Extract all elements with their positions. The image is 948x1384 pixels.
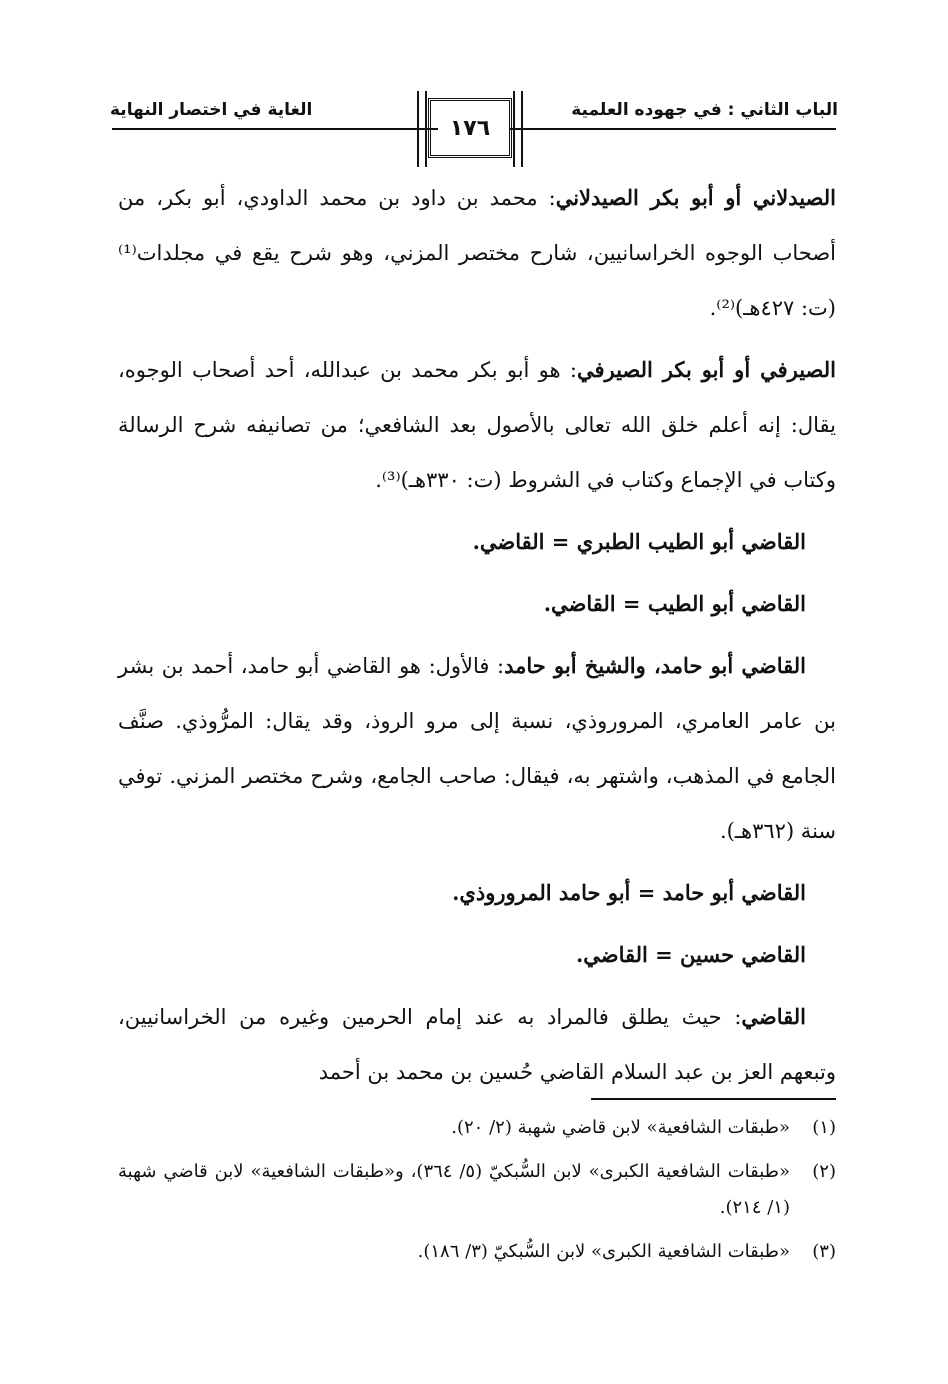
footnote-item xyxy=(118,1110,836,1146)
entry-term: القاضي xyxy=(741,1004,806,1029)
entry-qadi-abu-hamid xyxy=(118,638,836,859)
main-text xyxy=(118,170,836,1106)
book-title: الغاية في اختصار النهاية xyxy=(110,100,313,120)
entry-qadi-husayn xyxy=(118,927,836,983)
footnote-text: «طبقات الشافعية الكبرى» لابن السُّبكيّ (٥/ ٣٦٤)، و«طبقات الشافعية» لابن قاضي شهبة (١/ ٢١٤). xyxy=(118,1161,790,1218)
entry-text: : فالأول: هو القاضي أبو حامد، أحمد بن بشر بن عامر العامري، المروروذي، نسبة إلى مرو الروذ، وقد يقال: المرُّوذي. صنَّف الجامع في المذهب، واشتهر به، فيقال: صاحب الجامع، وشرح مختصر المزني. توفي سنة (٣٦٢هـ). xyxy=(118,654,836,843)
footnote-number: (١) xyxy=(812,1117,836,1138)
footnote-separator xyxy=(591,1098,836,1100)
entry-qadi xyxy=(118,989,836,1100)
entry-term: القاضي أبو حامد، والشيخ أبو حامد xyxy=(504,653,807,678)
entry-term: الصيدلاني أو أبو بكر الصيدلاني xyxy=(555,185,836,210)
entry-saydalani xyxy=(118,170,836,336)
entry-qadi-abu-tayyib xyxy=(118,576,836,632)
entry-term: القاضي أبو الطيب = القاضي. xyxy=(543,591,806,616)
footnote-item xyxy=(118,1234,836,1270)
entry-term: القاضي أبو حامد = أبو حامد المروروذي. xyxy=(452,880,806,905)
header-rule-left xyxy=(112,128,438,130)
entry-term: القاضي حسين = القاضي. xyxy=(575,942,806,967)
footnote-text: «طبقات الشافعية الكبرى» لابن السُّبكيّ (٣/ ١٨٦). xyxy=(417,1241,790,1262)
footnote-item xyxy=(118,1154,836,1226)
entry-text: : حيث يطلق فالمراد به عند إمام الحرمين وغيره من الخراسانيين، وتبعهم العز بن عبد السلام القاضي حُسين بن محمد بن أحمد xyxy=(118,1005,836,1084)
footnotes xyxy=(118,1110,836,1278)
entry-qadi-abu-tayyib-tabari xyxy=(118,514,836,570)
entry-text: : محمد بن داود بن محمد الداودي، أبو بكر، من أصحاب الوجوه الخراسانيين، شارح مختصر المزني، وهو شرح يقع في مجلدات⁽¹⁾ (ت: ٤٢٧هـ)⁽²⁾. xyxy=(118,186,836,320)
entry-qadi-abu-hamid-marwarudhi xyxy=(118,865,836,921)
header-rule-right xyxy=(510,128,836,130)
page-number: ١٧٦ xyxy=(449,115,491,141)
entry-term: الصيرفي أو أبو بكر الصيرفي xyxy=(576,357,836,382)
footnote-text: «طبقات الشافعية» لابن قاضي شهبة (٢/ ٢٠). xyxy=(451,1117,790,1138)
entry-term: القاضي أبو الطيب الطبري = القاضي. xyxy=(472,529,806,554)
entry-text: : هو أبو بكر محمد بن عبدالله، أحد أصحاب الوجوه، يقال: إنه أعلم خلق الله تعالى بالأصول بعد الشافعي؛ من تصانيفه شرح الرسالة وكتاب في الإجماع وكتاب في الشروط (ت: ٣٣٠هـ)⁽³⁾. xyxy=(118,358,836,492)
page-header xyxy=(0,0,948,170)
entry-sayrafi xyxy=(118,342,836,508)
footnote-number: (٢) xyxy=(812,1161,836,1182)
page-number-frame xyxy=(428,98,512,158)
footnote-number: (٣) xyxy=(812,1241,836,1262)
chapter-title: الباب الثاني : في جهوده العلمية xyxy=(571,100,838,120)
